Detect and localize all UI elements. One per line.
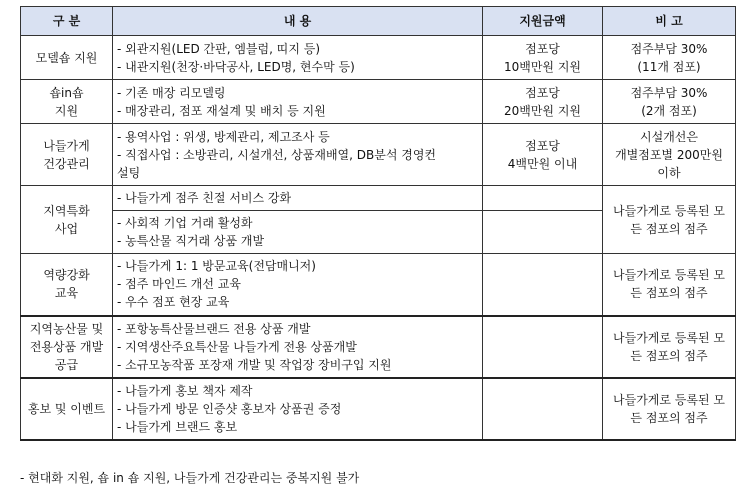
category-text: 나들가게 [43, 138, 90, 153]
amount-cell [483, 124, 603, 186]
content-line: - 포항농특산물브랜드 전용 상품 개발 [117, 321, 311, 336]
note-line: 든 점포의 점주 [630, 410, 708, 425]
category-text: 건강관리 [43, 156, 90, 171]
footnote: - 현대화 지원, 숍 in 숍 지원, 나들가게 건강관리는 중복지원 불가 [20, 471, 360, 485]
note-cell [603, 378, 736, 440]
note-line: 나들가게로 등록된 모 [613, 392, 725, 407]
category-text: 사업 [54, 221, 79, 236]
category-cell [21, 316, 113, 378]
amount-line: 4백만원 이내 [507, 156, 578, 171]
category-text: 지역특화 [43, 203, 90, 218]
content-line: - 나들가게 1: 1 방문교육(전담매니저) [117, 259, 316, 274]
content-line: - 지역생산주요특산물 나들가게 전용 상품개발 [117, 339, 357, 354]
content-cell [113, 316, 483, 378]
table-row-capacity-training [21, 254, 736, 316]
category-text: 역량강화 [43, 268, 90, 283]
content-cell [113, 254, 483, 316]
amount-cell [483, 254, 603, 316]
category-text: 교육 [54, 286, 79, 301]
content-cell [113, 124, 483, 186]
content-line: - 내관지원(천장·바닥공사, LED명, 현수막 등) [117, 59, 355, 74]
header-note: 비 고 [603, 7, 736, 36]
table-row-model-shop [21, 36, 736, 80]
content-line: - 나들가게 홍보 책자 제작 [117, 383, 253, 398]
table-row-health-management [21, 124, 736, 186]
note-cell [603, 80, 736, 124]
content-line: - 농특산물 직거래 상품 개발 [117, 234, 265, 248]
table-row-shop-in-shop [21, 80, 736, 124]
amount-cell [483, 36, 603, 80]
category-text: 홍보 및 이벤트 [27, 401, 106, 416]
note-cell [603, 316, 736, 378]
category-text: 공급 [54, 357, 79, 372]
table-row-promotion-event [21, 378, 736, 440]
content-line: - 점주 마인드 개선 교육 [117, 277, 241, 292]
header-category: 구 분 [21, 7, 113, 36]
amount-cell [483, 316, 603, 378]
category-cell [21, 186, 113, 254]
note-line: 이하 [657, 165, 681, 180]
note-line: 든 점포의 점주 [630, 286, 708, 301]
table-row-local-products [21, 316, 736, 378]
content-line: - 기존 매장 리모델링 [117, 85, 226, 100]
content-cell [113, 36, 483, 80]
content-line: 설팅 [117, 165, 141, 180]
amount-line: 점포당 [525, 41, 560, 56]
header-content: 내 용 [113, 7, 483, 36]
content-cell [113, 211, 483, 254]
note-line: 나들가게로 등록된 모 [613, 203, 725, 218]
category-cell [21, 36, 113, 80]
category-text: 숍in숍 [49, 85, 84, 100]
note-cell [603, 186, 736, 254]
note-line: 나들가게로 등록된 모 [613, 330, 725, 345]
note-line: 든 점포의 점주 [630, 221, 708, 236]
amount-line: 10백만원 지원 [503, 59, 582, 74]
table-header-row [21, 7, 736, 36]
note-cell [603, 124, 736, 186]
category-cell [21, 80, 113, 124]
content-line: - 외관지원(LED 간판, 엠블럼, 띠지 등) [117, 41, 321, 56]
note-line: 개별점포별 200만원 [615, 147, 723, 162]
category-text: 지원 [54, 103, 79, 118]
content-line: - 용역사업 : 위생, 방제관리, 제고조사 등 [117, 129, 330, 144]
category-text: 전용상품 개발 [29, 339, 104, 354]
content-line: - 소규모농작품 포장재 개발 및 작업장 장비구입 지원 [117, 357, 392, 372]
category-cell [21, 124, 113, 186]
content-line: - 나들가게 방문 인증샷 홍보자 상품권 증정 [117, 401, 342, 416]
note-line: (2개 점포) [641, 103, 697, 118]
note-line: 나들가게로 등록된 모 [613, 268, 725, 283]
note-cell [603, 36, 736, 80]
category-cell [21, 254, 113, 316]
support-program-table [20, 6, 736, 441]
note-line: 든 점포의 점주 [630, 348, 708, 363]
amount-cell [483, 80, 603, 124]
content-line: - 나들가게 점주 친절 서비스 강화 [117, 191, 292, 205]
content-cell [113, 378, 483, 440]
note-line: 점주부담 30% [630, 41, 708, 56]
amount-cell [483, 186, 603, 211]
content-line: - 나들가게 브랜드 홍보 [117, 419, 238, 434]
content-line: - 매장관리, 점포 재설계 및 배치 등 지원 [117, 103, 326, 118]
content-cell [113, 186, 483, 211]
amount-line: 20백만원 지원 [503, 103, 582, 118]
content-line: - 우수 점포 현장 교육 [117, 295, 230, 310]
note-cell [603, 254, 736, 316]
amount-line: 점포당 [525, 85, 560, 100]
content-line: - 직접사업 : 소방관리, 시설개선, 상품재배열, DB분석 경영컨 [117, 147, 437, 162]
amount-cell [483, 378, 603, 440]
category-cell [21, 378, 113, 440]
header-amount: 지원금액 [483, 7, 603, 36]
note-line: 점주부담 30% [630, 85, 708, 100]
category-text: 모델숍 지원 [35, 50, 98, 65]
category-text: 지역농산물 및 [29, 321, 104, 336]
table-row-regional-special [21, 186, 736, 211]
content-line: - 사회적 기업 거래 활성화 [117, 216, 253, 230]
note-line: (11개 점포) [637, 59, 701, 74]
content-cell [113, 80, 483, 124]
amount-line: 점포당 [525, 138, 560, 153]
amount-cell [483, 211, 603, 254]
note-line: 시설개선은 [640, 129, 698, 144]
